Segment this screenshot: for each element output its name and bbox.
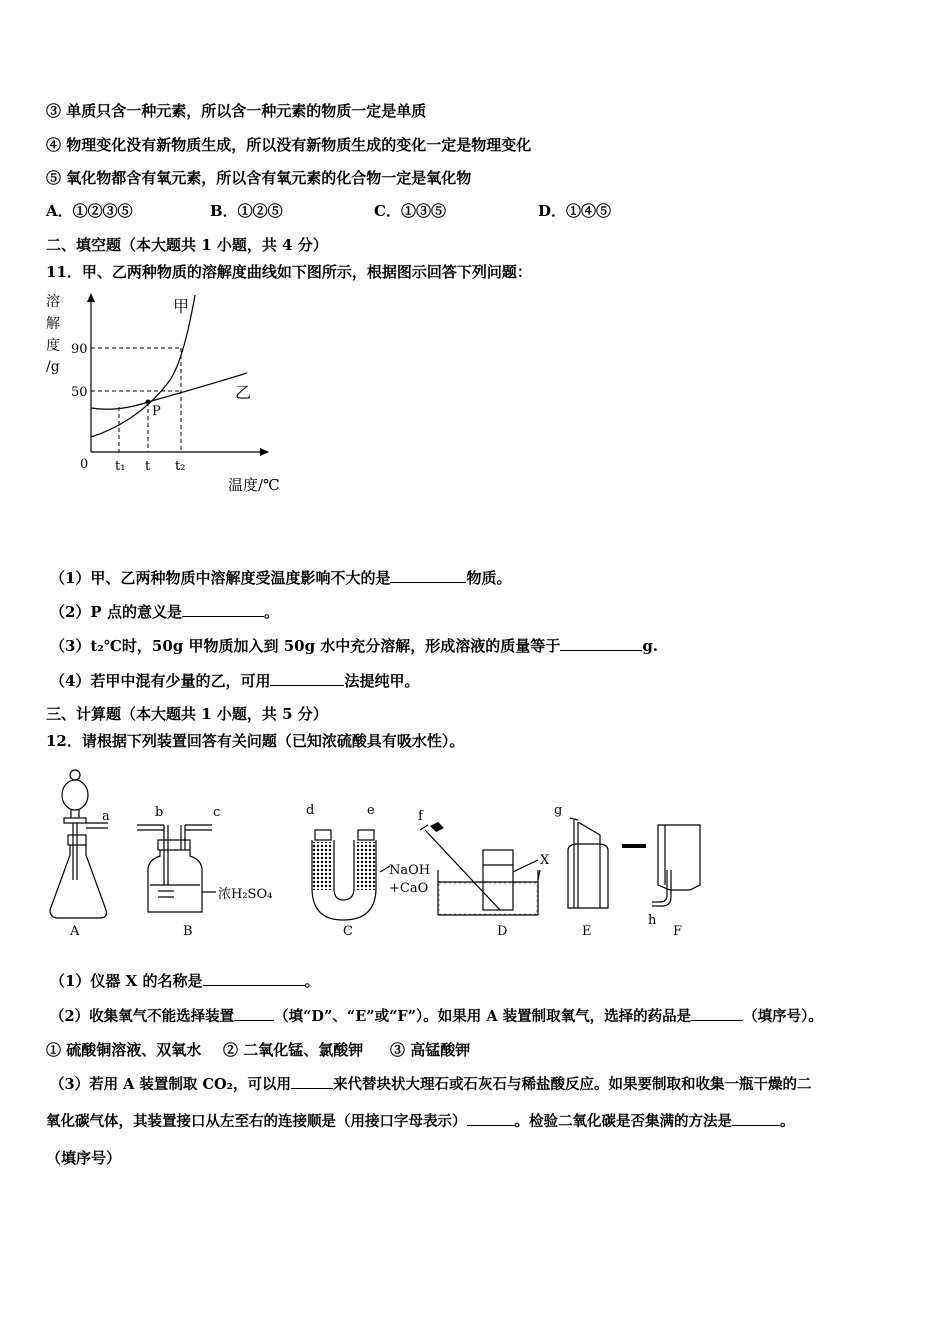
option-b[interactable]: B．①②⑤ bbox=[210, 202, 283, 220]
answer-blank-1[interactable] bbox=[390, 568, 466, 583]
curve-jia bbox=[91, 295, 195, 437]
q12-part3-note: （填序号） bbox=[46, 1149, 122, 1167]
q11-part1-end: 物质。 bbox=[466, 569, 512, 587]
tick-t2: t₂ bbox=[175, 459, 186, 474]
option-d[interactable]: D．①④⑤ bbox=[538, 202, 612, 220]
apparatus-e bbox=[568, 818, 608, 908]
q11-part3 bbox=[50, 636, 658, 656]
q11-part3-end: g. bbox=[642, 637, 659, 655]
q11-part2-end: 。 bbox=[263, 603, 279, 621]
answer-blank-5[interactable] bbox=[203, 971, 305, 986]
q12-part3-line1 bbox=[50, 1074, 812, 1095]
port-a: a bbox=[102, 809, 110, 824]
answer-blank-8[interactable] bbox=[291, 1074, 333, 1089]
answer-blank-3[interactable] bbox=[560, 636, 642, 651]
q11-part1-text: （1）甲、乙两种物质中溶解度受温度影响不大的是 bbox=[50, 569, 391, 587]
label-d: D bbox=[497, 924, 508, 939]
q12-part1-end: 。 bbox=[304, 972, 320, 990]
answer-blank-4[interactable] bbox=[270, 671, 344, 686]
q12-part3-end: 。 bbox=[780, 1113, 795, 1130]
section2-heading: 二、填空题（本大题共 1 小题，共 4 分） bbox=[46, 236, 328, 254]
q12-part2-end: （填序号）。 bbox=[743, 1008, 823, 1025]
apparatus-f bbox=[652, 825, 700, 906]
port-b: b bbox=[155, 805, 164, 820]
tick-t: t bbox=[145, 459, 151, 474]
apparatus-figure bbox=[40, 760, 710, 940]
x-axis-label: 温度/℃ bbox=[228, 476, 280, 494]
q12-part3-line2 bbox=[46, 1111, 795, 1132]
port-d: d bbox=[306, 803, 315, 818]
solubility-graph bbox=[40, 290, 300, 500]
port-c: c bbox=[213, 805, 221, 820]
apparatus-d bbox=[420, 825, 540, 915]
statement-3: ③ 单质只含一种元素，所以含一种元素的物质一定是单质 bbox=[46, 102, 427, 120]
answer-blank-7[interactable] bbox=[691, 1006, 743, 1021]
label-b: B bbox=[183, 924, 193, 939]
statement-5: ⑤ 氧化物都含有氧元素，所以含有氧元素的化合物一定是氧化物 bbox=[46, 169, 472, 187]
point-p bbox=[146, 400, 151, 405]
tick-90: 90 bbox=[71, 342, 88, 357]
label-cao: +CaO bbox=[389, 881, 429, 896]
y-axis-arrow bbox=[87, 293, 95, 302]
label-x: X bbox=[540, 853, 550, 868]
q12-part2-mid: （填“D”、“E”或“F”）。如果用 A 装置制取氧气，选择的药品是 bbox=[274, 1008, 692, 1025]
q12-stem: 12．请根据下列装置回答有关问题（已知浓硫酸具有吸水性）。 bbox=[46, 732, 465, 750]
port-g: g bbox=[554, 803, 563, 818]
q12-part1 bbox=[50, 971, 320, 991]
q11-stem: 11．甲、乙两种物质的溶解度曲线如下图所示，根据图示回答下列问题： bbox=[46, 263, 532, 281]
q12-part3-text2: 氧化碳气体，其装置接口从左至右的连接顺是（用接口字母表示） bbox=[46, 1113, 467, 1130]
q12-part3-text3: 。检验二氧化碳是否集满的方法是 bbox=[514, 1113, 732, 1130]
q11-part4-text: （4）若甲中混有少量的乙，可用 bbox=[50, 672, 271, 690]
label-p: P bbox=[152, 404, 161, 419]
tick-50: 50 bbox=[71, 385, 88, 400]
q11-part4 bbox=[50, 671, 419, 691]
q12-part1-text: （1）仪器 X 的名称是 bbox=[50, 972, 203, 990]
apparatus-b bbox=[137, 825, 216, 912]
ylabel-char-2: 解 bbox=[46, 316, 60, 332]
choice-3: ③ 高锰酸钾 bbox=[390, 1041, 471, 1059]
port-f: f bbox=[418, 809, 423, 824]
port-h: h bbox=[648, 913, 657, 928]
label-f: F bbox=[673, 924, 683, 939]
origin-label: 0 bbox=[80, 457, 89, 472]
ylabel-char-3: 度 bbox=[46, 338, 60, 354]
answer-blank-9[interactable] bbox=[467, 1111, 515, 1126]
tick-t1: t₁ bbox=[115, 459, 126, 474]
answer-blank-6[interactable] bbox=[234, 1006, 274, 1021]
option-a[interactable]: A．①②③⑤ bbox=[46, 202, 133, 220]
option-c[interactable]: C．①③⑤ bbox=[374, 202, 446, 220]
q12-part2 bbox=[50, 1006, 823, 1027]
q11-part1 bbox=[50, 568, 511, 588]
answer-blank-2[interactable] bbox=[182, 602, 264, 617]
label-e: E bbox=[582, 924, 592, 939]
label-jia: 甲 bbox=[173, 297, 190, 316]
choice-2: ② 二氧化锰、氯酸钾 bbox=[223, 1041, 364, 1059]
label-yi: 乙 bbox=[235, 383, 252, 402]
q11-part2 bbox=[50, 602, 279, 622]
choice-1: ① 硫酸铜溶液、双氧水 bbox=[46, 1041, 202, 1059]
x-axis-arrow bbox=[260, 448, 269, 456]
q12-choices bbox=[46, 1040, 470, 1060]
q11-part3-text: （3）t₂℃时，50g 甲物质加入到 50g 水中充分溶解，形成溶液的质量等于 bbox=[50, 637, 561, 655]
q12-part3-text: （3）若用 A 装置制取 CO₂，可以用 bbox=[50, 1076, 292, 1093]
section3-heading: 三、计算题（本大题共 1 小题，共 5 分） bbox=[46, 705, 328, 723]
label-c: C bbox=[343, 924, 353, 939]
label-a: A bbox=[70, 924, 80, 939]
q12-part3-cont: 来代替块状大理石或石灰石与稀盐酸反应。如果要制取和收集一瓶干燥的二 bbox=[333, 1076, 812, 1093]
statement-4: ④ 物理变化没有新物质生成，所以没有新物质生成的变化一定是物理变化 bbox=[46, 136, 532, 154]
port-e: e bbox=[367, 803, 375, 818]
ylabel-char-1: 溶 bbox=[46, 294, 60, 310]
label-naoh: NaOH bbox=[389, 863, 431, 878]
label-h2so4: 浓H₂SO₄ bbox=[218, 887, 273, 902]
ylabel-char-4: /g bbox=[46, 359, 60, 375]
apparatus-a bbox=[50, 770, 108, 918]
q12-part2-text: （2）收集氧气不能选择装置 bbox=[50, 1008, 235, 1025]
answer-blank-10[interactable] bbox=[732, 1111, 780, 1126]
answer-options bbox=[46, 201, 611, 221]
q11-part4-end: 法提纯甲。 bbox=[344, 672, 420, 690]
q11-part2-text: （2）P 点的意义是 bbox=[50, 603, 182, 621]
